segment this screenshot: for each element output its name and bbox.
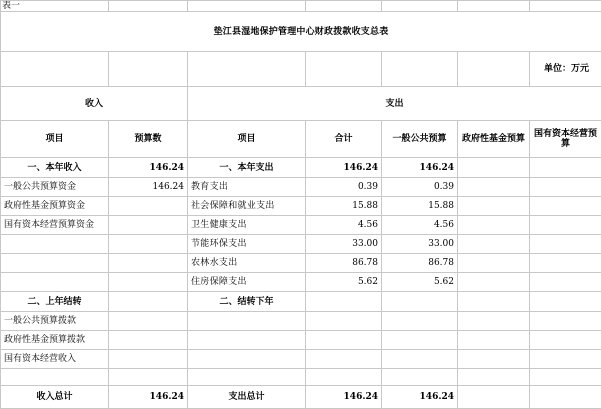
row-income-label: 政府性基金预算资金 (1, 197, 109, 216)
row-expense-label: 一、本年支出 (188, 158, 306, 178)
table-tag: 表一 (1, 1, 109, 12)
row-income-label: 二、上年结转 (1, 292, 109, 312)
col-expense-item: 项目 (188, 121, 306, 158)
row-general-value: 15.88 (382, 197, 458, 216)
col-income-item: 项目 (1, 121, 109, 158)
row-total-value: 0.39 (306, 178, 382, 197)
expense-total-label: 支出总计 (188, 386, 306, 409)
row-total-value (306, 292, 382, 312)
row-expense-label (188, 369, 306, 386)
row-expense-label: 节能环保支出 (188, 235, 306, 254)
income-header: 收入 (1, 87, 188, 121)
row-budget-value: 146.24 (109, 178, 188, 197)
row-income-label: 国有资本经营收入 (1, 350, 109, 369)
unit-row (1, 52, 601, 87)
row-total-value: 86.78 (306, 254, 382, 273)
table-row (1, 197, 601, 216)
row-general-value: 33.00 (382, 235, 458, 254)
row-expense-label: 农林水支出 (188, 254, 306, 273)
row-total-value: 5.62 (306, 273, 382, 292)
expense-total-value: 146.24 (306, 386, 382, 409)
row-general-value (382, 369, 458, 386)
table-row (1, 292, 601, 312)
row-general-value: 5.62 (382, 273, 458, 292)
row-general-value (382, 350, 458, 369)
row-income-label: 国有资本经营预算资金 (1, 216, 109, 235)
row-income-label: 政府性基金预算拨款 (1, 331, 109, 350)
row-general-value (382, 331, 458, 350)
general-total-value: 146.24 (382, 386, 458, 409)
row-budget-value (109, 369, 188, 386)
row-income-label (1, 254, 109, 273)
row-total-value: 15.88 (306, 197, 382, 216)
row-total-value (306, 350, 382, 369)
row-expense-label: 教育支出 (188, 178, 306, 197)
row-budget-value (109, 235, 188, 254)
table-row (1, 312, 601, 331)
row-budget-value: 146.24 (109, 158, 188, 178)
row-general-value: 146.24 (382, 158, 458, 178)
table-row (1, 158, 601, 178)
table-row (1, 178, 601, 197)
column-header-row (1, 121, 601, 158)
title-row (1, 12, 601, 52)
row-expense-label: 住房保障支出 (188, 273, 306, 292)
row-income-label (1, 235, 109, 254)
income-total-label: 收入总计 (1, 386, 109, 409)
table-row (1, 254, 601, 273)
row-total-value (306, 369, 382, 386)
row-total-value: 33.00 (306, 235, 382, 254)
row-income-label (1, 273, 109, 292)
row-general-value (382, 312, 458, 331)
row-income-label: 一般公共预算拨款 (1, 312, 109, 331)
col-fund: 政府性基金预算 (458, 121, 530, 158)
income-total-value: 146.24 (109, 386, 188, 409)
row-budget-value (109, 350, 188, 369)
row-general-value (382, 292, 458, 312)
row-income-label: 一般公共预算资金 (1, 178, 109, 197)
row-budget-value (109, 292, 188, 312)
page-title: 垫江县湿地保护管理中心财政拨款收支总表 (1, 12, 601, 52)
col-total: 合计 (306, 121, 382, 158)
row-income-label (1, 369, 109, 386)
row-budget-value (109, 216, 188, 235)
row-budget-value (109, 254, 188, 273)
row-income-label: 一、本年收入 (1, 158, 109, 178)
col-state: 国有资本经营预算 (530, 121, 601, 158)
row-expense-label (188, 331, 306, 350)
tag-row (1, 1, 601, 12)
row-general-value: 0.39 (382, 178, 458, 197)
row-expense-label (188, 350, 306, 369)
table-row (1, 235, 601, 254)
row-budget-value (109, 197, 188, 216)
row-expense-label (188, 312, 306, 331)
col-general: 一般公共预算 (382, 121, 458, 158)
row-budget-value (109, 312, 188, 331)
row-budget-value (109, 331, 188, 350)
row-total-value: 146.24 (306, 158, 382, 178)
expense-header: 支出 (188, 87, 601, 121)
table-row (1, 350, 601, 369)
table-row (1, 369, 601, 386)
row-general-value: 4.56 (382, 216, 458, 235)
row-total-value (306, 312, 382, 331)
row-expense-label: 二、结转下年 (188, 292, 306, 312)
section-header-row (1, 87, 601, 121)
row-budget-value (109, 273, 188, 292)
row-total-value: 4.56 (306, 216, 382, 235)
table-row (1, 273, 601, 292)
row-total-value (306, 331, 382, 350)
totals-row (1, 386, 601, 409)
table-row (1, 331, 601, 350)
row-expense-label: 社会保障和就业支出 (188, 197, 306, 216)
table-row (1, 216, 601, 235)
unit-label: 单位：万元 (530, 52, 601, 87)
row-general-value: 86.78 (382, 254, 458, 273)
row-expense-label: 卫生健康支出 (188, 216, 306, 235)
col-budget: 预算数 (109, 121, 188, 158)
